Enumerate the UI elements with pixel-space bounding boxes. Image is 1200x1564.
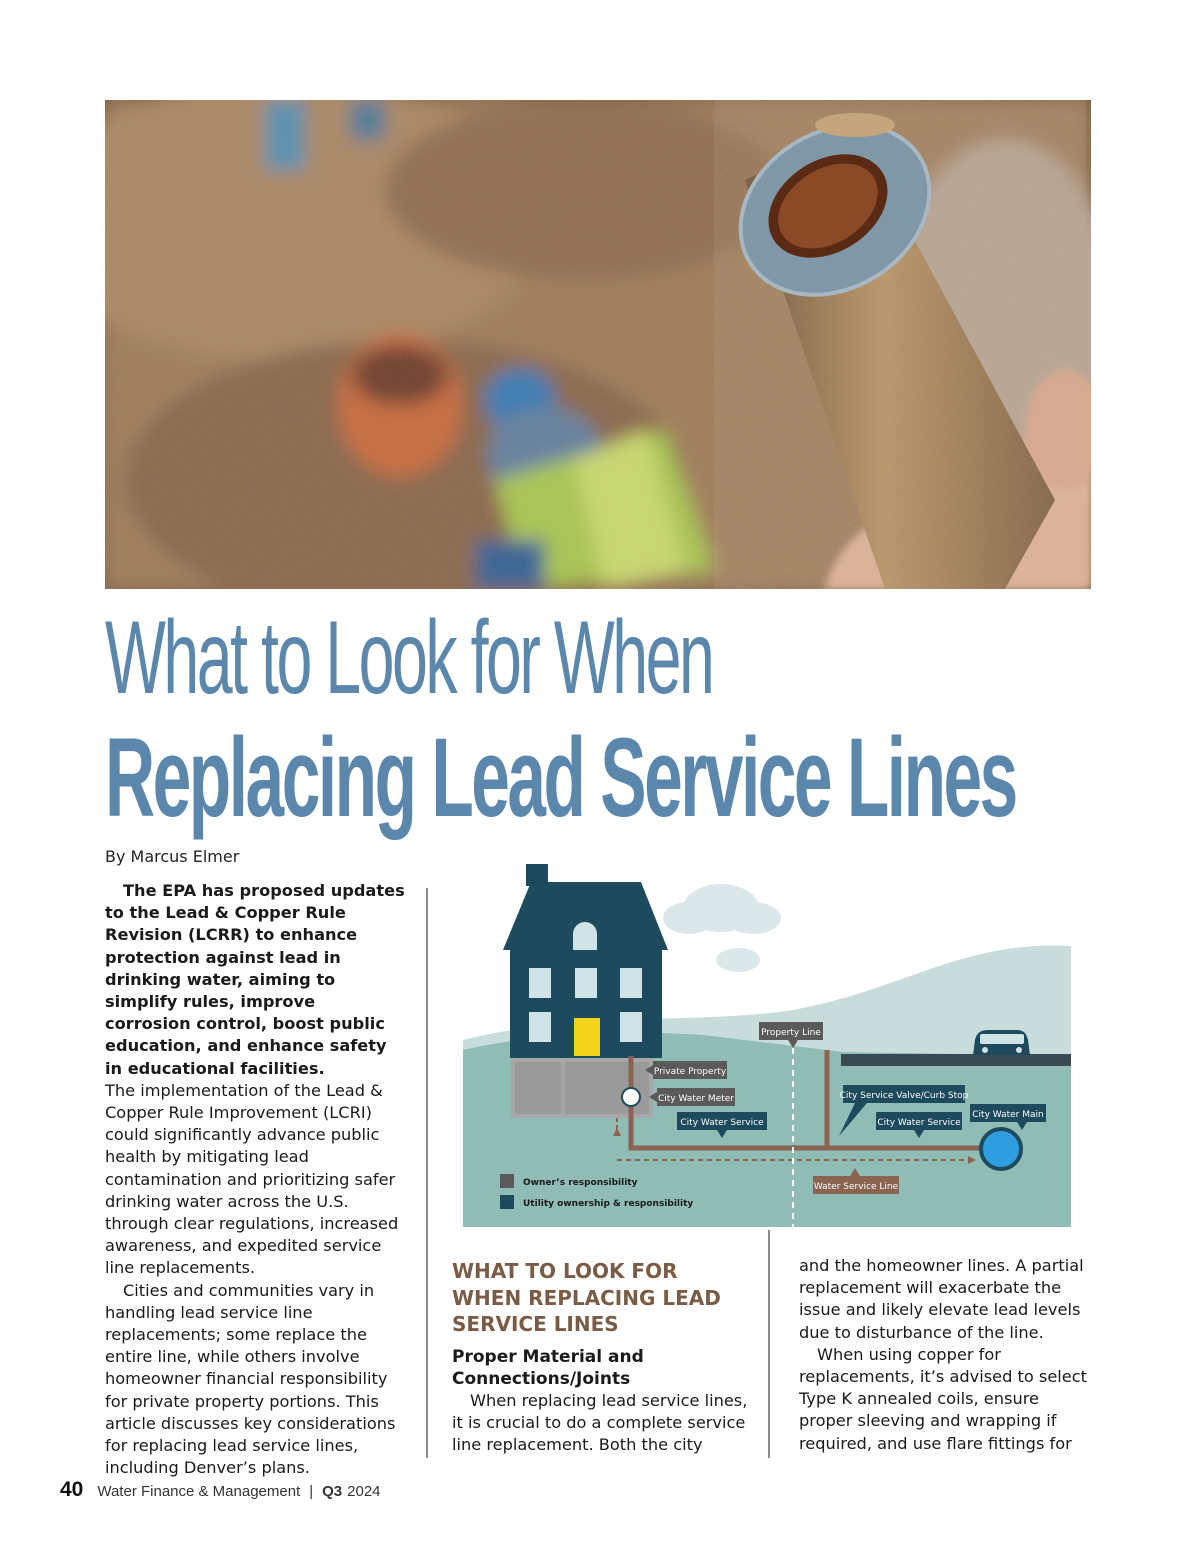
left-column [105,880,405,1479]
page-footer [60,1478,381,1508]
house-icon [503,864,668,1058]
hero-photo-illustration [105,100,1091,589]
middle-column [452,1258,752,1456]
diagram-svg [463,860,1071,1227]
body-paragraph: The implementation of the Lead & Copper Rule Improvement (LCRI) could significantly advance public health by mitigating lead contamination and prioritizing safer drinking water across the U.S. through clear regulations, increased awareness, and expedited service line replacements. [105,1080,399,1278]
legend-utility: Utility ownership & responsibility [523,1199,694,1209]
hero-photo [105,100,1091,589]
publication-name: Water Finance & Management [97,1483,301,1500]
footer-separator: | [309,1483,314,1500]
body-paragraph: Cities and communities vary in handling lead service line replacements; some replace the entire line, while others involve homeowner financial responsibility for private property portions. This article discusses key considerations for replacing lead service lines, including Denver’s plans. [105,1280,396,1478]
column-divider [768,1230,770,1458]
label-city-service-valve: City Service Valve/Curb Stop [839,1091,969,1101]
column-divider [426,888,428,1458]
water-meter-icon [622,1088,640,1106]
body-paragraph: and the homeowner lines. A partial replacement will exacerbate the issue and likely elevate lead levels due to disturbance of the line. [799,1256,1084,1342]
label-private-property: Private Property [653,1067,727,1077]
body-paragraph: When replacing lead service lines, it is crucial to do a complete service line replacement. Both the city [452,1390,748,1454]
label-city-water-service: City Water Service [680,1118,764,1128]
right-column [799,1255,1091,1455]
water-main-icon [981,1129,1021,1169]
subheading: Proper Material and Connections/Joints [452,1346,644,1389]
label-water-service-line: Water Service Line [813,1182,899,1192]
issue-year: 2024 [347,1483,381,1500]
label-city-water-meter: City Water Meter [657,1094,735,1104]
label-city-water-main: City Water Main [972,1110,1044,1120]
byline: By Marcus Elmer [105,847,240,866]
service-line-diagram [463,860,1071,1227]
headline-line-1: What to Look for When [105,600,713,716]
headline-line-2: Replacing Lead Service Lines [105,715,1016,840]
label-property-line: Property Line [761,1028,821,1038]
label-city-water-service: City Water Service [877,1118,961,1128]
section-heading: WHAT TO LOOK FOR WHEN REPLACING LEAD SERVICE LINES [452,1259,721,1336]
legend-owner: Owner’s responsibility [523,1178,638,1188]
issue-quarter: Q3 [322,1483,343,1500]
body-paragraph: When using copper for replacements, it’s advised to select Type K annealed coils, ensure proper sleeving and wrapping if required, and use flare fittings for [799,1344,1088,1453]
lead-paragraph: The EPA has proposed updates to the Lead & Copper Rule Revision (LCRR) to enhance protection against lead in drinking water, aiming to simplify rules, improve corrosion control, boost public education, and enhance safety in educational facilities. [105,881,405,1078]
car-icon [973,1030,1030,1055]
page-number: 40 [60,1478,84,1501]
